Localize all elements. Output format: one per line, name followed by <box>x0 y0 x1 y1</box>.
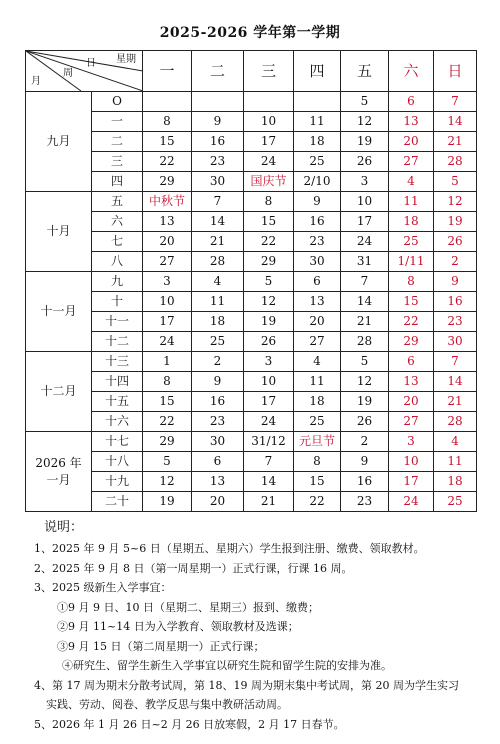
page-title: 2025-2026 学年第一学期 <box>159 25 341 41</box>
day-cell: 22 <box>294 492 341 512</box>
day-cell: 23 <box>341 492 389 512</box>
day-cell: 21 <box>341 312 389 332</box>
day-cell-weekend: 18 <box>434 472 477 492</box>
day-cell-weekend: 13 <box>389 372 434 392</box>
day-cell: 2 <box>192 352 244 372</box>
holiday-new-year: 元旦节 <box>294 432 341 452</box>
day-header-wed: 三 <box>244 51 294 92</box>
day-cell: 25 <box>192 332 244 352</box>
day-cell: 5 <box>244 272 294 292</box>
day-cell-weekend: 7 <box>434 352 477 372</box>
day-cell-weekend: 22 <box>389 312 434 332</box>
day-cell: 22 <box>244 232 294 252</box>
day-cell-weekend: 10 <box>389 452 434 472</box>
week-number: 十八 <box>92 452 143 472</box>
day-cell: 29 <box>143 172 192 192</box>
corner-header <box>26 51 143 92</box>
week-row <box>26 212 477 232</box>
day-cell-weekend: 25 <box>434 492 477 512</box>
day-cell <box>294 92 341 112</box>
week-number: 十五 <box>92 392 143 412</box>
day-cell: 9 <box>192 112 244 132</box>
day-cell-weekend: 3 <box>389 432 434 452</box>
day-cell-weekend: 17 <box>389 472 434 492</box>
week-row <box>26 392 477 412</box>
day-cell: 1 <box>143 352 192 372</box>
day-cell: 7 <box>192 192 244 212</box>
note-subitem: ④研究生、留学生新生入学事宜以研究生院和留学生院的安排为准。 <box>62 659 392 672</box>
day-cell: 17 <box>341 212 389 232</box>
day-cell-weekend: 25 <box>389 232 434 252</box>
month-label-january <box>26 432 92 512</box>
week-number: O <box>92 92 143 112</box>
day-cell-weekend: 5 <box>434 172 477 192</box>
day-cell: 18 <box>192 312 244 332</box>
note-subitem: ①9 月 9 日、10 日（星期二、星期三）报到、缴费； <box>57 600 319 614</box>
holiday-mid-autumn: 中秋节 <box>143 192 192 212</box>
day-cell: 29 <box>244 252 294 272</box>
day-cell: 4 <box>294 352 341 372</box>
day-cell: 30 <box>192 432 244 452</box>
month-label-year: 2026 年 <box>35 455 82 470</box>
month-label-december: 十二月 <box>26 352 92 432</box>
day-cell-weekend: 30 <box>434 332 477 352</box>
week-number: 二十 <box>92 492 143 512</box>
day-cell: 15 <box>143 132 192 152</box>
week-row <box>26 172 477 192</box>
day-cell-weekend: 6 <box>389 92 434 112</box>
week-row <box>26 92 477 112</box>
day-cell: 11 <box>192 292 244 312</box>
day-cell-weekend: 14 <box>434 372 477 392</box>
day-cell-weekend: 15 <box>389 292 434 312</box>
day-cell-weekend: 7 <box>434 92 477 112</box>
day-cell: 10 <box>341 192 389 212</box>
week-number: 六 <box>92 212 143 232</box>
day-cell: 15 <box>294 472 341 492</box>
calendar-table <box>25 50 477 512</box>
day-cell: 27 <box>294 332 341 352</box>
day-cell: 30 <box>294 252 341 272</box>
day-cell: 23 <box>192 152 244 172</box>
day-cell: 4 <box>192 272 244 292</box>
day-cell: 14 <box>244 472 294 492</box>
day-cell: 24 <box>341 232 389 252</box>
day-cell: 13 <box>143 212 192 232</box>
day-cell-weekend: 8 <box>389 272 434 292</box>
day-cell: 12 <box>341 112 389 132</box>
week-number: 三 <box>92 152 143 172</box>
header-row <box>26 51 477 92</box>
day-cell: 2 <box>341 432 389 452</box>
day-cell: 9 <box>192 372 244 392</box>
day-cell: 10 <box>143 292 192 312</box>
day-cell: 25 <box>294 152 341 172</box>
day-cell: 24 <box>143 332 192 352</box>
day-cell-weekend: 1/11 <box>389 252 434 272</box>
week-number: 五 <box>92 192 143 212</box>
week-number: 九 <box>92 272 143 292</box>
day-cell-weekend: 20 <box>389 392 434 412</box>
day-cell: 8 <box>143 112 192 132</box>
week-row <box>26 232 477 252</box>
day-cell: 16 <box>192 392 244 412</box>
month-label-month: 一月 <box>46 472 71 487</box>
day-cell: 14 <box>341 292 389 312</box>
week-row <box>26 372 477 392</box>
day-cell-weekend: 11 <box>389 192 434 212</box>
note-item: 5、2026 年 1 月 26 日~2 月 26 日放寒假，2 月 17 日春节。 <box>34 717 345 731</box>
day-cell-weekend: 26 <box>434 232 477 252</box>
day-cell <box>244 92 294 112</box>
day-cell: 12 <box>143 472 192 492</box>
note-item: 1、2025 年 9 月 5~6 日（星期五、星期六）学生报到注册、缴费、领取教材。 <box>34 542 425 555</box>
day-cell: 26 <box>341 152 389 172</box>
day-cell-weekend: 9 <box>434 272 477 292</box>
day-header-thu: 四 <box>294 51 341 92</box>
day-cell-weekend: 16 <box>434 292 477 312</box>
week-number: 十六 <box>92 412 143 432</box>
day-cell: 28 <box>341 332 389 352</box>
day-cell: 26 <box>341 412 389 432</box>
week-row <box>26 432 477 452</box>
notes-heading: 说明： <box>44 520 84 535</box>
note-item: 2、2025 年 9 月 8 日（第一周星期一）正式行课，行课 16 周。 <box>34 561 353 575</box>
day-header-sat: 六 <box>389 51 434 92</box>
week-row <box>26 152 477 172</box>
week-number: 八 <box>92 252 143 272</box>
day-cell: 6 <box>192 452 244 472</box>
day-cell: 22 <box>143 412 192 432</box>
day-cell-weekend: 28 <box>434 152 477 172</box>
corner-label-weekday: 星期 <box>116 54 136 65</box>
day-cell: 16 <box>341 472 389 492</box>
week-number: 十三 <box>92 352 143 372</box>
day-cell-weekend: 12 <box>434 192 477 212</box>
day-cell-weekend: 28 <box>434 412 477 432</box>
week-number: 十 <box>92 292 143 312</box>
week-number: 十一 <box>92 312 143 332</box>
day-cell: 12 <box>341 372 389 392</box>
day-cell: 11 <box>294 372 341 392</box>
day-cell <box>192 92 244 112</box>
week-number: 十九 <box>92 472 143 492</box>
day-cell: 23 <box>294 232 341 252</box>
day-cell-weekend: 23 <box>434 312 477 332</box>
day-cell: 18 <box>294 392 341 412</box>
day-cell: 6 <box>294 272 341 292</box>
week-row <box>26 352 477 372</box>
day-cell: 8 <box>143 372 192 392</box>
week-row <box>26 252 477 272</box>
day-cell: 9 <box>294 192 341 212</box>
week-number: 一 <box>92 112 143 132</box>
week-row <box>26 412 477 432</box>
day-cell: 19 <box>143 492 192 512</box>
day-cell-weekend: 21 <box>434 392 477 412</box>
day-cell-weekend: 20 <box>389 132 434 152</box>
note-subitem: ②9 月 11~14 日为入学教育、领取教材及选课； <box>57 620 299 633</box>
week-row <box>26 132 477 152</box>
day-cell-weekend: 2 <box>434 252 477 272</box>
day-cell: 15 <box>244 212 294 232</box>
day-cell-weekend: 4 <box>434 432 477 452</box>
note-subitem: ③9 月 15 日（第二周星期一）正式行课； <box>57 639 265 653</box>
day-cell: 7 <box>244 452 294 472</box>
day-cell: 10 <box>244 112 294 132</box>
day-header-fri: 五 <box>341 51 389 92</box>
day-cell: 3 <box>341 172 389 192</box>
week-row <box>26 452 477 472</box>
week-row <box>26 112 477 132</box>
notes-section <box>34 517 484 734</box>
note-item: 3、2025 级新生入学事宜： <box>34 581 172 594</box>
week-number: 十四 <box>92 372 143 392</box>
day-cell: 22 <box>143 152 192 172</box>
day-cell: 7 <box>341 272 389 292</box>
month-label-october: 十月 <box>26 192 92 272</box>
day-cell: 10 <box>244 372 294 392</box>
day-cell: 16 <box>192 132 244 152</box>
day-cell: 20 <box>294 312 341 332</box>
day-cell: 25 <box>294 412 341 432</box>
note-item: 4、第 17 周为期末分散考试周，第 18、19 周为期末集中考试周，第 20 周为学生实习 <box>34 678 459 692</box>
week-row <box>26 472 477 492</box>
day-cell: 31/12 <box>244 432 294 452</box>
day-cell: 14 <box>192 212 244 232</box>
day-cell: 29 <box>143 432 192 452</box>
day-cell-weekend: 27 <box>389 152 434 172</box>
week-number: 十七 <box>92 432 143 452</box>
day-cell: 9 <box>341 452 389 472</box>
day-cell-weekend: 4 <box>389 172 434 192</box>
day-cell: 18 <box>294 132 341 152</box>
day-cell: 24 <box>244 412 294 432</box>
day-cell-weekend: 11 <box>434 452 477 472</box>
week-row <box>26 292 477 312</box>
week-row <box>26 312 477 332</box>
day-cell: 26 <box>244 332 294 352</box>
day-cell: 19 <box>341 392 389 412</box>
week-row <box>26 332 477 352</box>
day-cell: 5 <box>143 452 192 472</box>
day-cell: 19 <box>341 132 389 152</box>
day-cell: 23 <box>192 412 244 432</box>
week-row <box>26 192 477 212</box>
week-number: 十二 <box>92 332 143 352</box>
day-cell: 5 <box>341 92 389 112</box>
week-number: 四 <box>92 172 143 192</box>
day-cell: 20 <box>143 232 192 252</box>
day-cell-weekend: 6 <box>389 352 434 372</box>
day-header-mon: 一 <box>143 51 192 92</box>
day-cell-weekend: 14 <box>434 112 477 132</box>
day-cell: 27 <box>143 252 192 272</box>
day-cell: 2/10 <box>294 172 341 192</box>
day-cell: 3 <box>143 272 192 292</box>
day-cell: 13 <box>192 472 244 492</box>
corner-label-day: 日 <box>86 58 96 69</box>
day-cell-weekend: 19 <box>434 212 477 232</box>
day-cell: 20 <box>192 492 244 512</box>
month-label-september: 九月 <box>26 92 92 192</box>
day-cell: 28 <box>192 252 244 272</box>
day-cell: 30 <box>192 172 244 192</box>
day-cell: 3 <box>244 352 294 372</box>
corner-label-week: 周 <box>63 68 73 79</box>
day-header-tue: 二 <box>192 51 244 92</box>
day-cell-weekend: 18 <box>389 212 434 232</box>
day-cell: 19 <box>244 312 294 332</box>
day-cell: 8 <box>244 192 294 212</box>
corner-label-month: 月 <box>31 76 41 87</box>
day-cell-weekend: 29 <box>389 332 434 352</box>
day-cell <box>143 92 192 112</box>
day-cell-weekend: 27 <box>389 412 434 432</box>
week-row <box>26 272 477 292</box>
day-cell-weekend: 24 <box>389 492 434 512</box>
week-row <box>26 492 477 512</box>
day-cell: 21 <box>244 492 294 512</box>
week-number: 七 <box>92 232 143 252</box>
day-cell: 17 <box>244 132 294 152</box>
day-cell: 16 <box>294 212 341 232</box>
day-cell: 8 <box>294 452 341 472</box>
day-cell: 15 <box>143 392 192 412</box>
note-item-continuation: 实践、劳动、阅卷、教学反思与集中教研活动周。 <box>46 698 288 711</box>
holiday-national-day: 国庆节 <box>244 172 294 192</box>
day-header-sun: 日 <box>434 51 477 92</box>
day-cell: 12 <box>244 292 294 312</box>
day-cell: 31 <box>341 252 389 272</box>
day-cell-weekend: 21 <box>434 132 477 152</box>
day-cell-weekend: 13 <box>389 112 434 132</box>
day-cell: 17 <box>244 392 294 412</box>
day-cell: 11 <box>294 112 341 132</box>
month-label-november: 十一月 <box>26 272 92 352</box>
day-cell: 13 <box>294 292 341 312</box>
day-cell: 5 <box>341 352 389 372</box>
day-cell: 21 <box>192 232 244 252</box>
day-cell: 17 <box>143 312 192 332</box>
week-number: 二 <box>92 132 143 152</box>
day-cell: 24 <box>244 152 294 172</box>
